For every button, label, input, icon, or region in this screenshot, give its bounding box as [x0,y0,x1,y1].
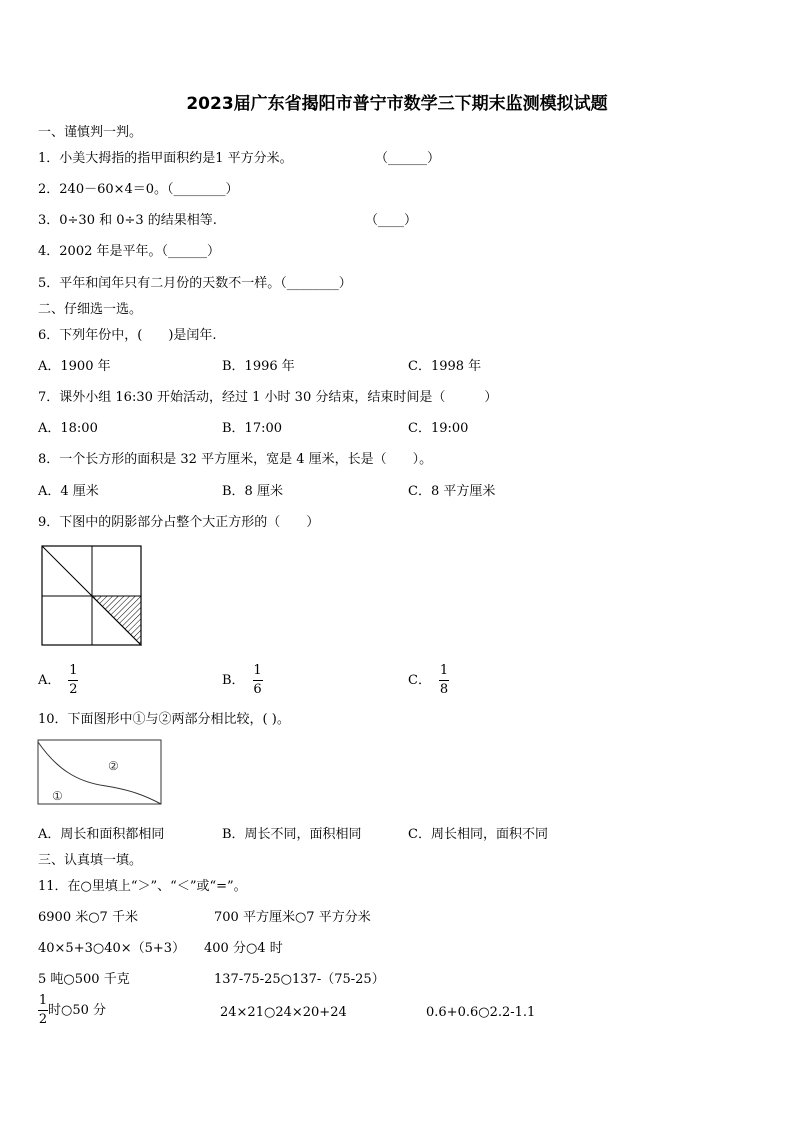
q11-item-3b: 137-75-25○137-（75-25） [214,972,385,987]
q10-option-b: B．周长不同，面积相同 [222,827,362,842]
section-2-heading: 二、仔细选一选。 [38,302,143,317]
q11-item-4a: $\frac{1}{2}$ 时○50 分 [38,993,107,1027]
q7-option-a: A．18:00 [38,421,98,436]
q9-square-figure [40,544,144,648]
q10-rectangle-figure [36,738,164,806]
section-1-heading: 一、谨慎判一判。 [38,125,143,140]
question-1: 1．小美大拇指的指甲面积约是1 平方分米。 [38,151,293,166]
q11-item-4b: 24×21○24×20+24 [220,1005,347,1020]
question-7: 7．课外小组 16:30 开始活动，经过 1 小时 30 分结束，结束时间是（ ） [38,390,498,405]
q11-item-4c: 0.6+0.6○2.2-1.1 [426,1005,536,1020]
q7-option-c: C．19:00 [408,421,469,436]
question-4: 4．2002 年是平年。（______） [38,244,220,259]
question-3-blank: （____） [365,213,418,228]
question-1-blank: （______） [375,151,441,166]
section-3-heading: 三、认真填一填。 [38,853,143,868]
question-8: 8．一个长方形的面积是 32 平方厘米，宽是 4 厘米，长是（ ）。 [38,452,433,467]
q11-item-2b: 400 分○4 时 [204,941,283,956]
q11-item-1a: 6900 米○7 千米 [38,910,138,925]
q9-option-b: B． $\frac{1}{6}$ [222,663,262,697]
q6-option-a: A．1900 年 [38,359,111,374]
q10-option-c: C．周长相同，面积不同 [408,827,548,842]
question-11: 11．在○里填上“＞”、“＜”或“=”。 [38,879,247,894]
q7-option-b: B．17:00 [222,421,283,436]
q11-item-1b: 700 平方厘米○7 平方分米 [214,910,371,925]
question-6: 6．下列年份中，( )是闰年. [38,328,217,343]
q8-option-c: C．8 平方厘米 [408,484,496,499]
q10-option-a: A．周长和面积都相同 [38,827,165,842]
q10-part-1-label: ① [52,789,63,803]
q8-option-b: B．8 厘米 [222,484,283,499]
q6-option-b: B．1996 年 [222,359,295,374]
q8-option-a: A．4 厘米 [38,484,99,499]
question-9: 9．下图中的阴影部分占整个大正方形的（ ） [38,515,320,530]
q11-item-2a: 40×5+3○40×（5+3） [38,941,186,956]
question-10: 10．下面图形中①与②两部分相比较，( )。 [38,712,290,727]
question-2: 2．240－60×4＝0。（________） [38,182,239,197]
q11-item-3a: 5 吨○500 千克 [38,972,130,987]
q10-part-2-label: ② [108,759,119,773]
q6-option-c: C．1998 年 [408,359,482,374]
q9-option-a: A． $\frac{1}{2}$ [38,663,78,697]
question-3: 3．0÷30 和 0÷3 的结果相等. [38,213,217,228]
page-title: 2023届广东省揭阳市普宁市数学三下期末监测模拟试题 [186,94,608,114]
q9-option-c: C． $\frac{1}{8}$ [408,663,449,697]
question-5: 5．平年和闰年只有二月份的天数不一样。（________） [38,276,352,291]
